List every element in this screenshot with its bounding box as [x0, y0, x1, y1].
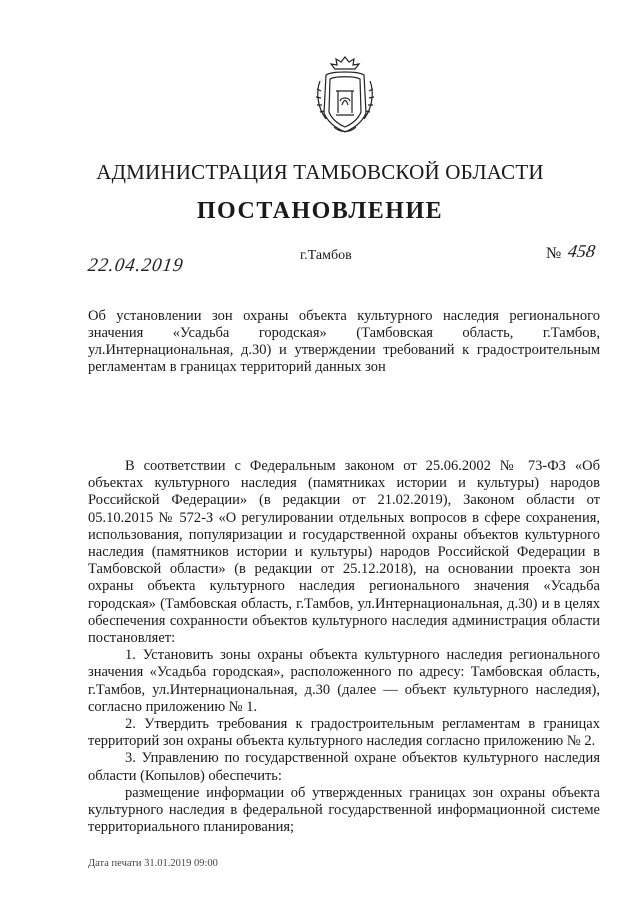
document-type-title: ПОСТАНОВЛЕНИЕ [196, 198, 444, 224]
item-3-paragraph: 3. Управлению по государственной охране объектов культурного наследия области (Копылов) обеспечить: [88, 750, 600, 784]
handwritten-date: 22.04.2019 [86, 255, 186, 276]
organization-name: АДМИНИСТРАЦИЯ ТАМБОВСКОЙ ОБЛАСТИ [96, 160, 544, 184]
item-1-paragraph: 1. Установить зоны охраны объекта культурного наследия регионального значения «Усадьба городская», расположенного по адресу: Тамбовская область, г.Тамбов, ул.Интернациональная, д.30 (далее — объект культурного наследия), согласно приложению № 1. [88, 647, 600, 715]
handwritten-number: 458 [566, 241, 597, 261]
document-subject: Об установлении зон охраны объекта культурного наследия регионального значения «Усадьба городская» (Тамбовская область, г.Тамбов, ул.Интернациональная, д.30) и утверждении требований к градостроительным регламентам в границах территорий данных зон [88, 308, 600, 375]
item-2-paragraph: 2. Утвердить требования к градостроительным регламентам в границах территорий зон охраны объекта культурного наследия согласно приложению № 2. [88, 716, 600, 750]
city-label: г.Тамбов [300, 248, 352, 263]
coat-of-arms-icon [312, 55, 378, 135]
print-date-footer: Дата печати 31.01.2019 09:00 [88, 858, 218, 869]
preamble-paragraph: В соответствии с Федеральным законом от 25.06.2002 № 73-ФЗ «Об объектах культурного наследия (памятниках истории и культуры) народов Российской Федерации» (в редакции от 21.02.2019), Законом области от 05.10.2015 № 572-З «О регулировании отдельных вопросов в сфере сохранения, использования, популяризации и государственной охраны объектов культурного наследия (памятников истории и культуры) народов Российской Федерации в Тамбовской области» (в редакции от 25.12.2018), на основании проекта зон охраны объекта культурного наследия регионального значения «Усадьба городская» (Тамбовская область, г.Тамбов, ул.Интернациональная, д.30) и в целях обеспечения сохранности объектов культурного наследия администрация области постановляет: [88, 458, 600, 647]
item-3-subparagraph: размещение информации об утвержденных границах зон охраны объекта культурного наследия в федеральной государственной информационной системе территориального планирования; [88, 784, 600, 836]
document-body [88, 458, 600, 836]
number-sign: № [546, 245, 562, 262]
